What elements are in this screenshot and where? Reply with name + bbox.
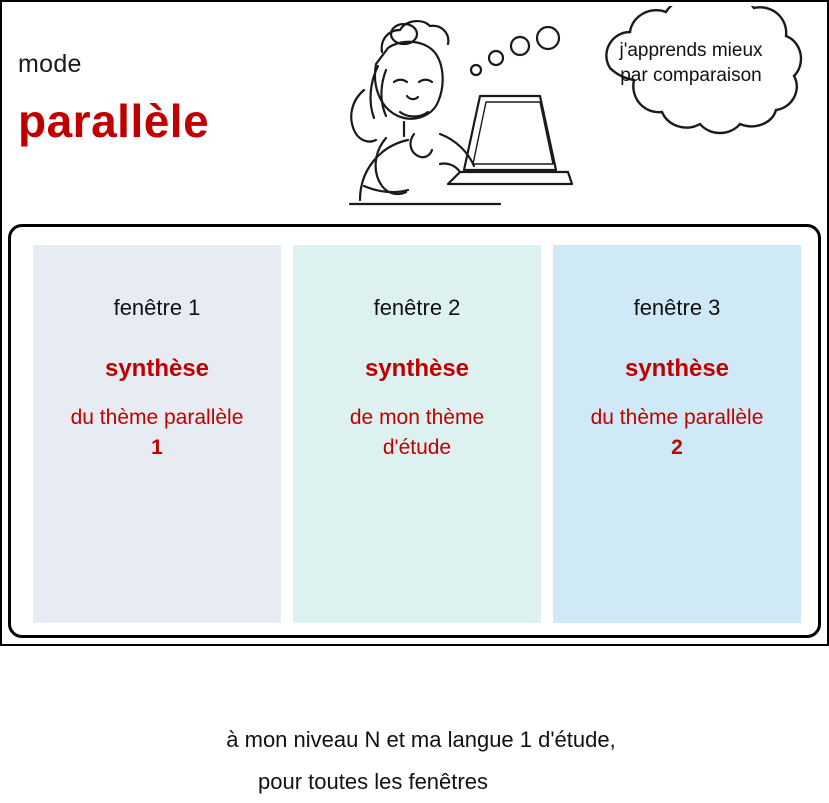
footer-note bbox=[51, 719, 791, 803]
synthesis-label-1: synthèse bbox=[104, 355, 210, 382]
person-with-laptop-illustration bbox=[264, 4, 574, 224]
columns-container bbox=[33, 245, 803, 623]
window-column-1 bbox=[33, 245, 281, 623]
window-title-1: fenêtre 1 bbox=[113, 295, 201, 320]
window-title-3: fenêtre 3 bbox=[633, 295, 721, 320]
page-title: parallèle bbox=[18, 95, 210, 147]
windows-panel bbox=[8, 224, 821, 794]
synthesis-subtitle-1: du thème parallèle bbox=[70, 406, 244, 429]
synthesis-subtitle-2: de mon thème bbox=[349, 406, 485, 429]
synthesis-label-2: synthèse bbox=[364, 355, 470, 382]
window-column-2 bbox=[293, 245, 541, 623]
thought-bubble-text: j'apprends mieux par comparaison bbox=[619, 40, 763, 86]
synthesis-label-3: synthèse bbox=[624, 355, 730, 382]
synthesis-number-2: d'étude bbox=[382, 436, 452, 459]
footer-line-2: pour toutes les fenêtres bbox=[258, 769, 488, 794]
window-column-3 bbox=[553, 245, 801, 623]
synthesis-subtitle-3: du thème parallèle bbox=[590, 406, 764, 429]
synthesis-number-1: 1 bbox=[151, 436, 163, 459]
mode-label: mode bbox=[18, 50, 82, 78]
header bbox=[2, 2, 829, 224]
window-title-2: fenêtre 2 bbox=[373, 295, 461, 320]
synthesis-number-3: 2 bbox=[671, 436, 683, 459]
footer-line-1: à mon niveau N et ma langue 1 d'étude, bbox=[226, 727, 616, 752]
synthesis-detail-1 bbox=[33, 403, 281, 463]
synthesis-detail-3 bbox=[553, 403, 801, 463]
synthesis-detail-2 bbox=[293, 403, 541, 463]
